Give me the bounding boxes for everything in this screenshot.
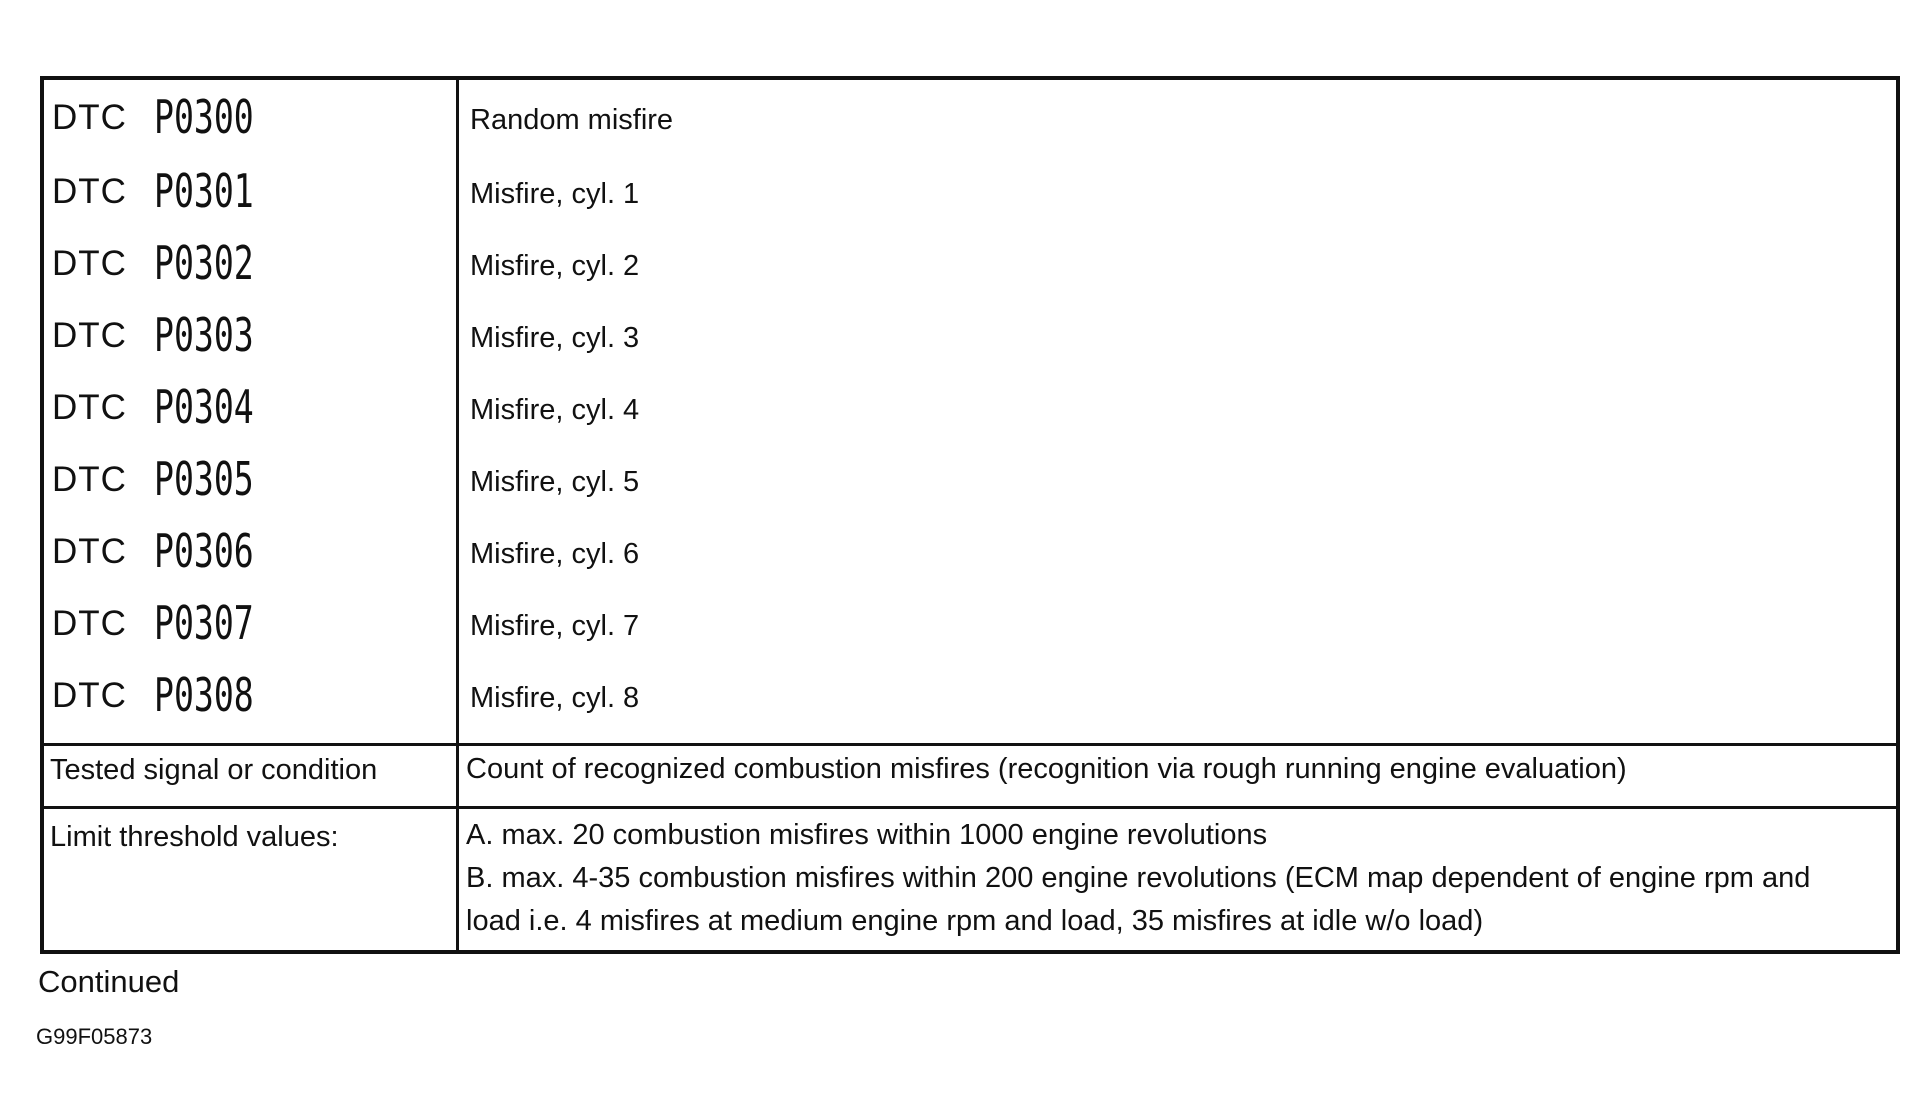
dtc-description: Misfire, cyl. 7 <box>470 610 640 642</box>
limit-threshold-line-b: B. max. 4-35 combustion misfires within 200 engine revolutions (ECM map dependent of engine rpm and load i.e. 4 misfires at medium engine rpm and load, 35 misfires at idle w/o load) <box>466 862 1811 937</box>
dtc-code: P0304 <box>154 380 254 434</box>
dtc-description: Misfire, cyl. 5 <box>470 466 640 498</box>
dtc-description: Random misfire <box>470 104 674 136</box>
tested-signal-label: Tested signal or condition <box>50 754 378 786</box>
dtc-row-p0303 <box>44 298 1896 370</box>
dtc-prefix: DTC <box>52 244 127 283</box>
dtc-row-p0307 <box>44 586 1896 658</box>
dtc-description: Misfire, cyl. 1 <box>470 178 640 210</box>
dtc-row-p0305 <box>44 442 1896 514</box>
dtc-description: Misfire, cyl. 4 <box>470 394 640 426</box>
dtc-table <box>40 76 1900 954</box>
dtc-row-p0301 <box>44 154 1896 226</box>
dtc-code: P0302 <box>154 236 254 290</box>
dtc-row-p0302 <box>44 226 1896 298</box>
tested-signal-value: Count of recognized combustion misfires (recognition via rough running engine evaluation) <box>466 753 1627 785</box>
dtc-code: P0307 <box>154 596 254 650</box>
dtc-code: P0308 <box>154 668 254 722</box>
dtc-prefix: DTC <box>52 388 127 427</box>
dtc-description: Misfire, cyl. 2 <box>470 250 640 282</box>
dtc-row-p0304 <box>44 370 1896 442</box>
limit-threshold-line-a: A. max. 20 combustion misfires within 1000 engine revolutions <box>466 819 1268 851</box>
dtc-prefix: DTC <box>52 676 127 715</box>
row-divider <box>44 806 1896 809</box>
dtc-description: Misfire, cyl. 8 <box>470 682 640 714</box>
dtc-row-p0306 <box>44 514 1896 586</box>
dtc-code: P0300 <box>154 90 254 144</box>
dtc-prefix: DTC <box>52 460 127 499</box>
dtc-prefix: DTC <box>52 98 127 137</box>
dtc-code: P0305 <box>154 452 254 506</box>
dtc-code: P0303 <box>154 308 254 362</box>
dtc-prefix: DTC <box>52 532 127 571</box>
dtc-description: Misfire, cyl. 6 <box>470 538 640 570</box>
dtc-code: P0306 <box>154 524 254 578</box>
dtc-prefix: DTC <box>52 316 127 355</box>
row-divider <box>44 743 1896 746</box>
dtc-prefix: DTC <box>52 604 127 643</box>
dtc-prefix: DTC <box>52 172 127 211</box>
dtc-code: P0301 <box>154 164 254 218</box>
limit-threshold-label: Limit threshold values: <box>50 821 339 853</box>
dtc-row-p0300 <box>44 80 1896 152</box>
dtc-description: Misfire, cyl. 3 <box>470 322 640 354</box>
continued-note: Continued <box>38 964 180 999</box>
limit-threshold-values <box>466 814 1866 943</box>
dtc-row-p0308 <box>44 658 1896 730</box>
figure-id: G99F05873 <box>36 1024 153 1049</box>
